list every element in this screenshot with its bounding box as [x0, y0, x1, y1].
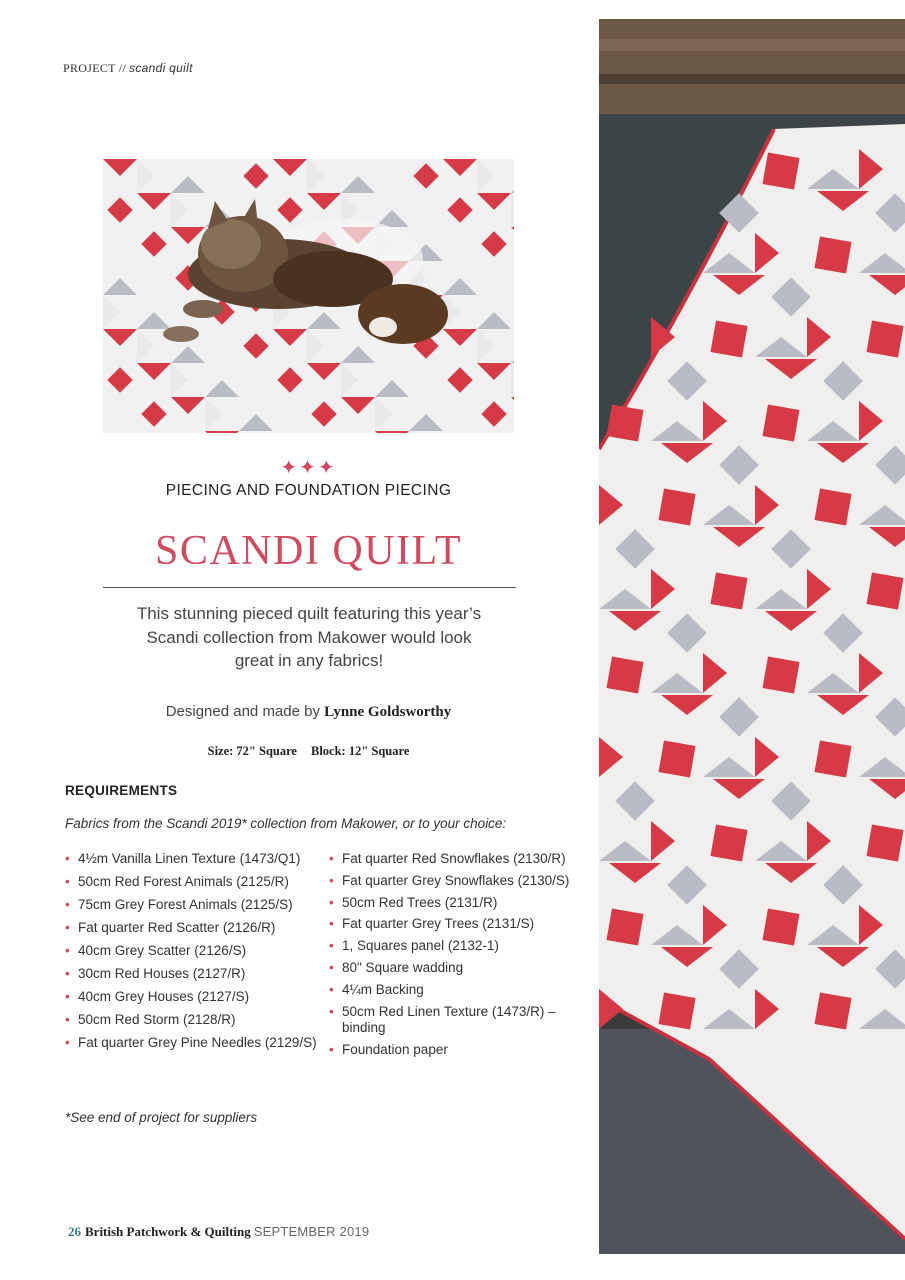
credit-prefix: Designed and made by — [165, 703, 320, 720]
list-item: • Fat quarter Grey Trees (2131/S) — [329, 916, 581, 933]
list-item: • 50cm Red Storm (2128/R) — [65, 1012, 320, 1029]
list-item: • 80" Square wadding — [329, 960, 581, 977]
list-item: • 30cm Red Houses (2127/R) — [65, 966, 320, 983]
list-item: • Fat quarter Grey Snowflakes (2130/S) — [329, 873, 581, 890]
designer-name: Lynne Goldsworthy — [324, 704, 452, 720]
section-topic: scandi quilt — [129, 61, 193, 75]
designer-credit — [103, 703, 514, 721]
list-item: • Fat quarter Red Snowflakes (2130/R) — [329, 851, 581, 868]
page-title: SCANDI QUILT — [155, 528, 462, 574]
intro-paragraph: This stunning pieced quilt featuring this year’s Scandi collection from Makower would look great in any fabrics! — [136, 604, 482, 670]
section-header — [63, 61, 193, 76]
list-item: • Foundation paper — [329, 1042, 581, 1059]
section-separator: // — [118, 61, 127, 75]
page-footer — [68, 1224, 369, 1240]
list-item: • 1, Squares panel (2132-1) — [329, 938, 581, 955]
ornament-stars: ✦✦✦ — [280, 457, 337, 479]
list-item: • 75cm Grey Forest Animals (2125/S) — [65, 897, 320, 914]
title-divider — [103, 587, 516, 588]
list-item: • 4½m Vanilla Linen Texture (1473/Q1) — [65, 851, 320, 868]
suppliers-footnote: *See end of project for suppliers — [65, 1110, 258, 1125]
list-item: • 50cm Red Trees (2131/R) — [329, 895, 581, 912]
list-item: • 50cm Red Linen Texture (1473/R) – binding — [329, 1004, 581, 1037]
size-specs — [103, 744, 514, 759]
block-size: Block: 12" Square — [310, 744, 410, 758]
requirements-list-column-1 — [65, 851, 320, 1058]
list-item: • Fat quarter Grey Pine Needles (2129/S) — [65, 1035, 320, 1052]
list-item: • Fat quarter Red Scatter (2126/R) — [65, 920, 320, 937]
issue-date: SEPTEMBER 2019 — [253, 1224, 370, 1239]
requirements-heading: REQUIREMENTS — [65, 783, 178, 798]
quilt-draped-photo — [599, 19, 905, 1254]
requirements-list-column-2 — [329, 851, 581, 1064]
list-item: • 50cm Red Forest Animals (2125/R) — [65, 874, 320, 891]
quilt-size: Size: 72" Square — [207, 744, 297, 758]
magazine-name: British Patchwork & Quilting — [85, 1224, 251, 1239]
list-item: • 4¼m Backing — [329, 982, 581, 999]
page-number: 26 — [68, 1224, 81, 1239]
list-item: • 40cm Grey Houses (2127/S) — [65, 989, 320, 1006]
cat-on-quilt-photo — [103, 159, 514, 433]
technique-kicker: PIECING AND FOUNDATION PIECING — [165, 482, 452, 499]
requirements-intro: Fabrics from the Scandi 2019* collection from Makower, or to your choice: — [65, 816, 507, 831]
section-label: PROJECT — [63, 61, 116, 75]
list-item: • 40cm Grey Scatter (2126/S) — [65, 943, 320, 960]
